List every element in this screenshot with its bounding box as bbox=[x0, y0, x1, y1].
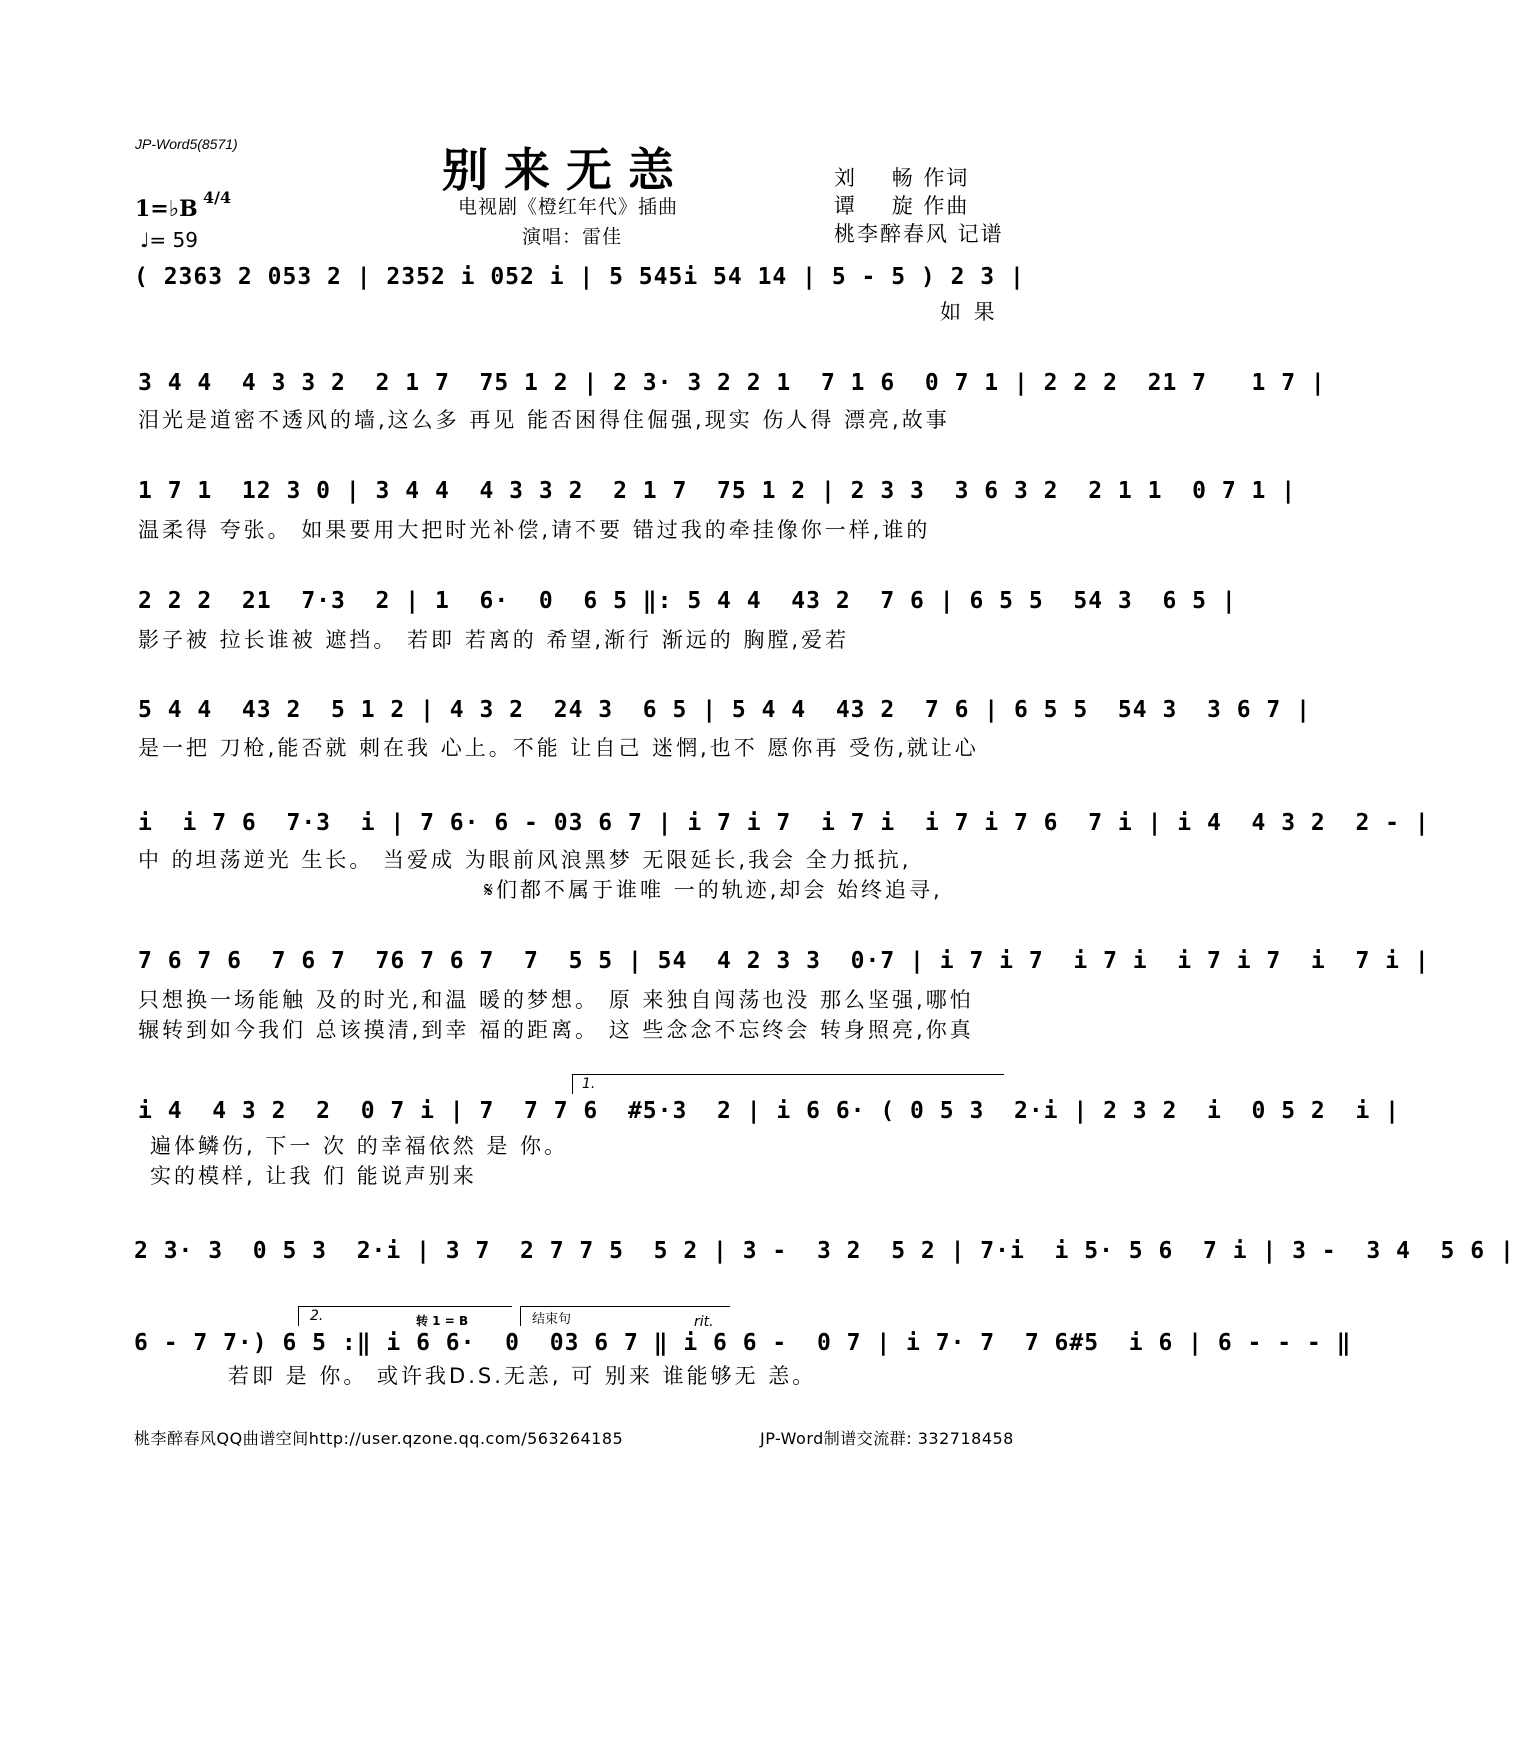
song-subtitle: 电视剧《橙红年代》插曲 bbox=[458, 196, 679, 218]
notes-system-1: ( 2363 2 053 2 | 2352 i 052 i | 5 545i 54 14 | 5 - 5 ) 2 3 | bbox=[134, 264, 1025, 290]
notes-system-8: i 4 4 3 2 2 0 7 i | 7 7 7 6 #5·3 2 | i 6 6· ( 0 5 3 2·i | 2 3 2 i 0 5 2 i | bbox=[138, 1098, 1401, 1124]
lyrics-system-3: 温柔得 夸张。 如果要用大把时光补偿,请不要 错过我的牵挂像你一样,谁的 bbox=[138, 518, 931, 542]
lyrics-system-8-verse-2: 实的模样, 让我 们 能说声别来 bbox=[150, 1164, 477, 1188]
lyrics-system-1: 如 果 bbox=[940, 300, 998, 324]
ending-label: 结束句 bbox=[532, 1312, 572, 1327]
tempo-marking: ♩= 59 bbox=[140, 228, 198, 252]
composer-credit: 谭 旋 作曲 bbox=[834, 194, 970, 218]
lyrics-system-7-verse-1: 只想换一场能触 及的时光,和温 暖的梦想。 原 来独自闯荡也没 那么坚强,哪怕 bbox=[138, 988, 974, 1012]
notes-system-10: 6 - 7 7·) 6 5 :‖ i 6 6· 0 03 6 7 ‖ i 6 6 - 0 7 | i 7· 7 7 6#5 i 6 | 6 - - - ‖ bbox=[134, 1330, 1352, 1356]
key-signature: 1=♭B bbox=[135, 196, 198, 222]
volta-2-bracket-edge bbox=[298, 1306, 299, 1326]
notes-system-4: 2 2 2 21 7·3 2 | 1 6· 0 6 5 ‖: 5 4 4 43 2 7 6 | 6 5 5 54 3 6 5 | bbox=[138, 588, 1237, 614]
lyrics-system-6-verse-1: 中 的坦荡逆光 生长。 当爱成 为眼前风浪黑梦 无限延长,我会 全力抵抗, bbox=[138, 848, 912, 872]
singer-credit: 演唱：雷佳 bbox=[522, 226, 623, 248]
lyricist-credit: 刘 畅 作词 bbox=[834, 166, 970, 190]
time-signature: 4/4 bbox=[203, 188, 232, 207]
modulation-marking: 转 1 = B bbox=[416, 1314, 469, 1328]
footer-right: JP-Word制谱交流群: 332718458 bbox=[760, 1429, 1014, 1448]
ending-bracket-edge bbox=[520, 1306, 521, 1326]
transcriber-credit: 桃李醉春风 记谱 bbox=[834, 222, 1004, 246]
lyrics-system-7-verse-2: 辗转到如今我们 总该摸清,到幸 福的距离。 这 些念念不忘终会 转身照亮,你真 bbox=[138, 1018, 974, 1042]
ending-bracket bbox=[520, 1306, 730, 1307]
volta-1-bracket-edge bbox=[572, 1074, 573, 1094]
lyrics-system-8-verse-1: 遍体鳞伤, 下一 次 的幸福依然 是 你。 bbox=[150, 1134, 569, 1158]
software-tag: JP-Word5(8571) bbox=[135, 136, 238, 152]
song-title: 别来无恙 bbox=[442, 143, 690, 197]
footer-left: 桃李醉春风QQ曲谱空间http://user.qzone.qq.com/563264185 bbox=[134, 1429, 624, 1448]
notes-system-2: 3 4 4 4 3 3 2 2 1 7 75 1 2 | 2 3· 3 2 2 1 7 1 6 0 7 1 | 2 2 2 21 7 1 7 | bbox=[138, 370, 1326, 396]
lyrics-system-2: 泪光是道密不透风的墙,这么多 再见 能否困得住倔强,现实 伤人得 漂亮,故事 bbox=[138, 408, 950, 432]
notes-system-7: 7 6 7 6 7 6 7 76 7 6 7 7 5 5 | 54 4 2 3 3 0·7 | i 7 i 7 i 7 i i 7 i 7 i 7 i | bbox=[138, 948, 1430, 974]
volta-1-bracket bbox=[572, 1074, 1004, 1075]
notes-system-6: i i 7 6 7·3 i | 7 6· 6 - 03 6 7 | i 7 i 7 i 7 i i 7 i 7 6 7 i | i 4 4 3 2 2 - | bbox=[138, 810, 1430, 836]
lyrics-system-4: 影子被 拉长谁被 遮挡。 若即 若离的 希望,渐行 渐远的 胸膛,爱若 bbox=[138, 628, 850, 652]
notes-system-9: 2 3· 3 0 5 3 2·i | 3 7 2 7 7 5 5 2 | 3 - 3 2 5 2 | 7·i i 5· 5 6 7 i | 3 - 3 4 5 6 | bbox=[134, 1238, 1515, 1264]
volta-2-bracket bbox=[298, 1306, 512, 1307]
volta-2-label: 2. bbox=[310, 1308, 324, 1324]
lyrics-system-10: 若即 是 你。 或许我D.S.无恙, 可 别来 谁能够无 恙。 bbox=[228, 1364, 817, 1388]
notes-system-3: 1 7 1 12 3 0 | 3 4 4 4 3 3 2 2 1 7 75 1 2 | 2 3 3 3 6 3 2 2 1 1 0 7 1 | bbox=[138, 478, 1297, 504]
notes-system-5: 5 4 4 43 2 5 1 2 | 4 3 2 24 3 6 5 | 5 4 4 43 2 7 6 | 6 5 5 54 3 3 6 7 | bbox=[138, 697, 1311, 723]
lyrics-system-6-verse-2: 𝄋们都不属于谁唯 一的轨迹,却会 始终追寻, bbox=[484, 878, 943, 902]
volta-1-label: 1. bbox=[582, 1076, 596, 1092]
lyrics-system-5: 是一把 刀枪,能否就 刺在我 心上。不能 让自己 迷惘,也不 愿你再 受伤,就让心 bbox=[138, 736, 979, 760]
ritardando-marking: rit. bbox=[694, 1314, 714, 1330]
